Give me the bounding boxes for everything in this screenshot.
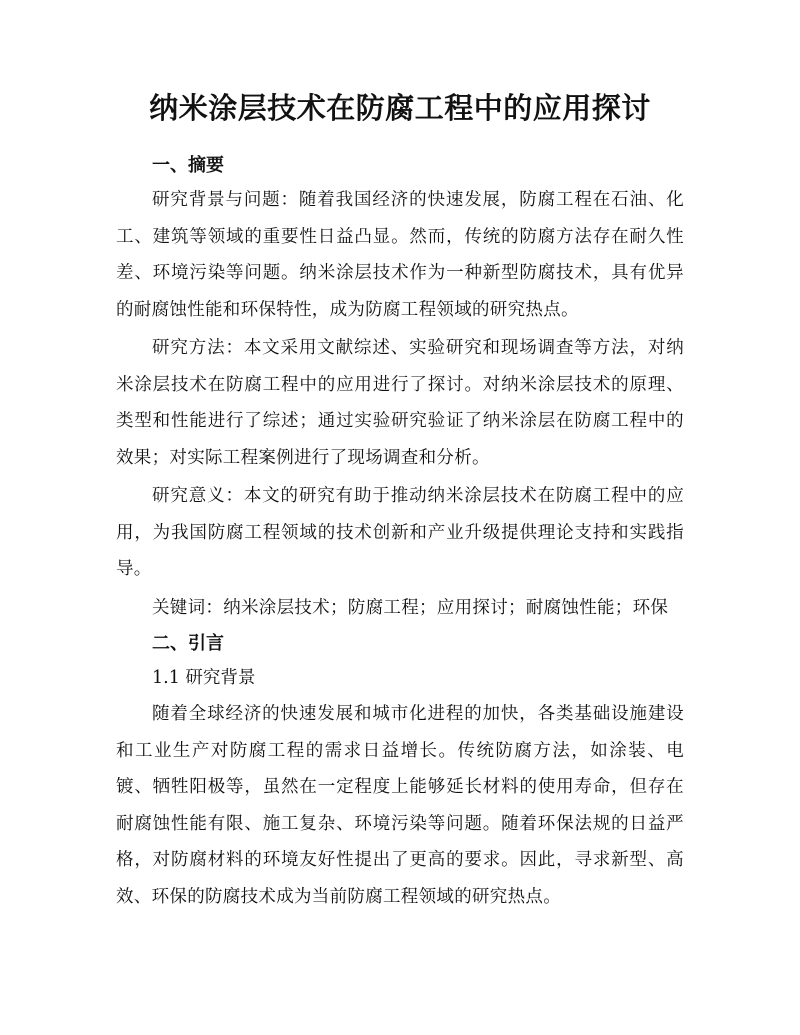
document-title: 纳米涂层技术在防腐工程中的应用探讨 bbox=[149, 91, 651, 125]
section-heading-intro: 二、引言 bbox=[152, 633, 224, 654]
section-heading-abstract: 一、摘要 bbox=[152, 155, 224, 176]
abstract-paragraph-methods: 研究方法：本文采用文献综述、实验研究和现场调查等方法，对纳米涂层技术在防腐工程中的应用进行了探讨。对纳米涂层技术的原理、类型和性能进行了综述；通过实验研究验证了纳米涂层在防腐工程中的效果；对实际工程案例进行了现场调查和分析。 bbox=[116, 338, 684, 468]
abstract-paragraph-background: 研究背景与问题：随着我国经济的快速发展，防腐工程在石油、化工、建筑等领域的重要性日益凸显。然而，传统的防腐方法存在耐久性差、环境污染等问题。纳米涂层技术作为一种新型防腐技术，具有优异的耐腐蚀性能和环保特性，成为防腐工程领域的研究热点。 bbox=[116, 190, 684, 320]
intro-paragraph-background: 随着全球经济的快速发展和城市化进程的加快，各类基础设施建设和工业生产对防腐工程的需求日益增长。传统防腐方法，如涂装、电镀、牺牲阳极等，虽然在一定程度上能够延长材料的使用寿命，但存在耐腐蚀性能有限、施工复杂、环境污染等问题。随着环保法规的日益严格，对防腐材料的环境友好性提出了更高的要求。因此，寻求新型、高效、环保的防腐技术成为当前防腐工程领域的研究热点。 bbox=[116, 704, 684, 907]
subsection-heading-background: 1.1 研究背景 bbox=[152, 668, 256, 688]
abstract-keywords: 关键词：纳米涂层技术；防腐工程；应用探讨；耐腐蚀性能；环保 bbox=[152, 597, 669, 618]
abstract-paragraph-significance: 研究意义：本文的研究有助于推动纳米涂层技术在防腐工程中的应用，为我国防腐工程领域的技术创新和产业升级提供理论支持和实践指导。 bbox=[116, 486, 684, 579]
